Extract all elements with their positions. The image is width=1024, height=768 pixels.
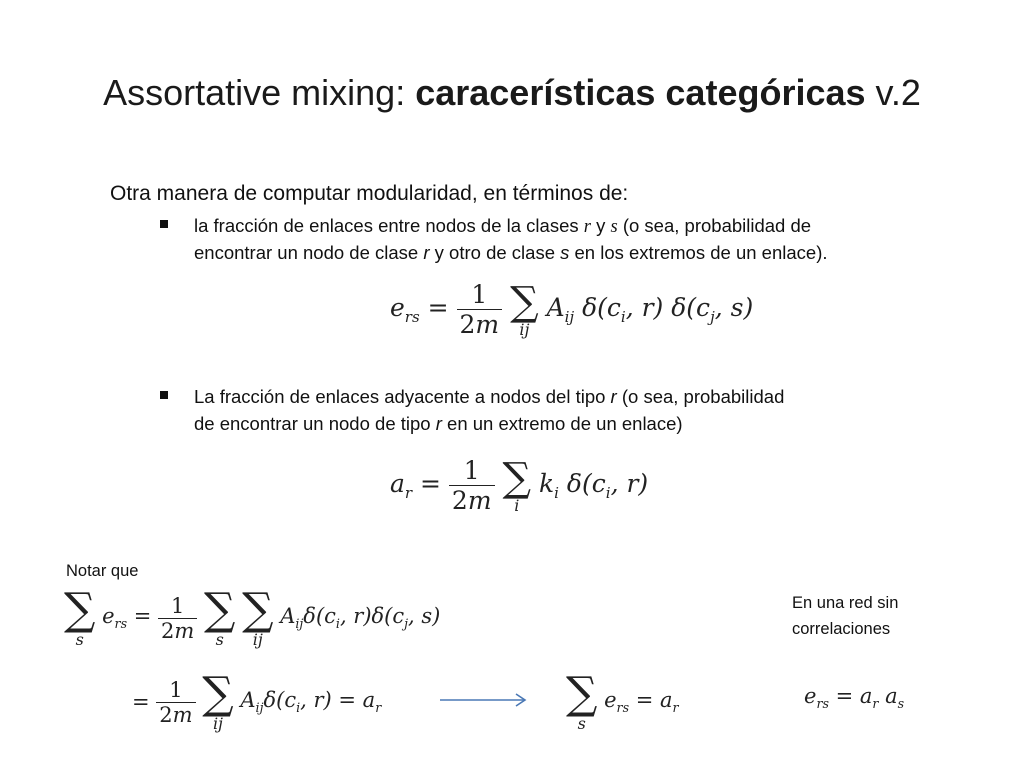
bullet-1-line-2: encontrar un nodo de clase r y otro de clase s en los extremos de un enlace). [194, 242, 828, 263]
formula-sum-result: ∑ s $e_{rs} = a_r$ [566, 668, 679, 733]
bullet-2-line-1: La fracción de enlaces adyacente a nodos del tipo r (o sea, probabilidad [194, 386, 785, 407]
side-note-line-1: En una red sin [792, 594, 899, 612]
note-label: Notar que [66, 562, 139, 580]
formula-a-r: $a_r$ = $\frac{1}{2m}$ ∑ i $k_i$ $\delta(c_i$, r) [390, 454, 649, 515]
slide-title: Assortative mixing: caracerísticas categóricas v.2 [103, 72, 921, 113]
side-note-line-2: correlaciones [792, 620, 891, 638]
bullet-2-line-2: de encontrar un nodo de tipo r en un extremo de un enlace) [194, 413, 683, 434]
sum-ij: ∑ ij [510, 278, 539, 339]
right-arrow-icon [438, 690, 530, 710]
formula-e-rs: $e_{rs}$ = $\frac{1}{2m}$ ∑ ij $A_{ij}$ $\delta(c_i$, r) $\delta(c_j$, s) [390, 278, 754, 339]
formula-uncorrelated: $e_{rs} = a_r$ $a_s$ [804, 684, 905, 712]
bullet-1-marker [160, 220, 168, 228]
formula-sum-identity-1: ∑ s $e_{rs}$ = $\frac{1}{2m}$ ∑ s ∑ ij $A_{ij}\delta(c_i$, $r)\delta(c_j$, s) [64, 584, 441, 649]
bullet-2-marker [160, 391, 168, 399]
sum-i: ∑ i [502, 454, 532, 515]
formula-sum-identity-2: = $\frac{1}{2m}$ ∑ ij $A_{ij}\delta(c_i$, $r) = a_r$ [132, 668, 382, 733]
side-note [792, 590, 898, 642]
fraction-1-2m: $\frac{1}{2m}$ [457, 280, 503, 339]
fraction-1-2m-b: $\frac{1}{2m}$ [449, 456, 495, 515]
bullet-1-line-1: la fracción de enlaces entre nodos de la clases r y s (o sea, probabilidad de [194, 215, 812, 237]
intro-text: Otra manera de computar modularidad, en términos de: [110, 182, 629, 205]
